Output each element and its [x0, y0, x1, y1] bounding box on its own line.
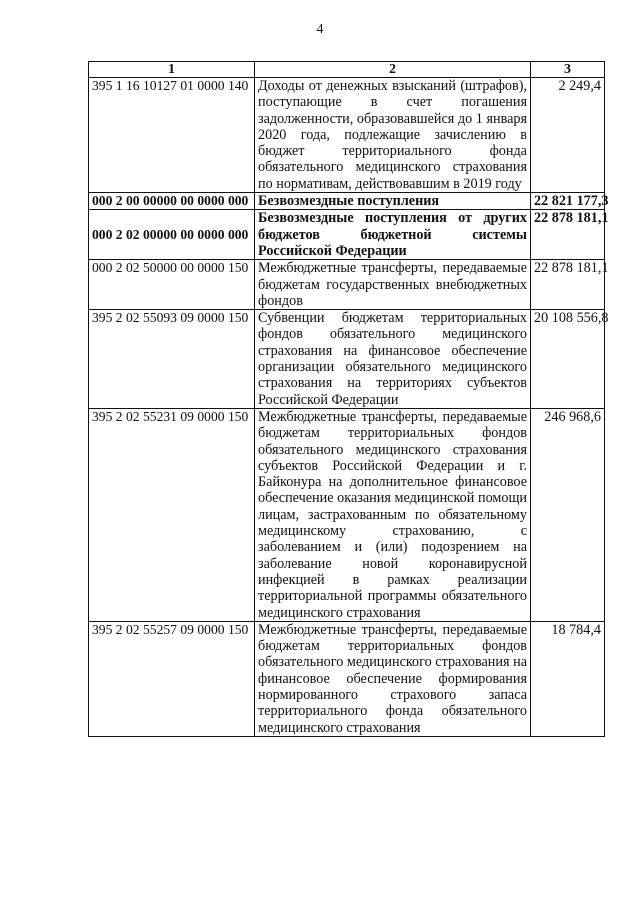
table-row [89, 621, 605, 736]
row-code: 000 2 02 50000 00 0000 150 [89, 260, 255, 310]
table-row [89, 260, 605, 310]
row-name: Межбюджетные трансферты, передаваемые бюджетам территориальных фондов обязательного медицинского страхования субъектов Российской Федерации и г. Байконура на дополнительное финансовое обеспечение оказания медицинской помощи лицам, застрахованным по обязательному медицинскому страхованию, с заболеванием и (или) подозрением на заболевание новой коронавирусной инфекцией в рамках реализации территориальной программы обязательного медицинского страхования [255, 408, 531, 621]
row-amount: 2 249,4 [531, 78, 605, 193]
table-row [89, 210, 605, 260]
header-column-2: 2 [255, 62, 531, 78]
row-amount: 22 878 181,1 [531, 260, 605, 310]
row-name: Межбюджетные трансферты, передаваемые бюджетам территориальных фондов обязательного медицинского страхования на финансовое обеспечение формирования нормированного страхового запаса территориального фонда обязательного медицинского страхования [255, 621, 531, 736]
table-row [89, 78, 605, 193]
row-amount: 22 878 181,1 [531, 210, 605, 260]
row-code: 395 2 02 55231 09 0000 150 [89, 408, 255, 621]
row-amount: 246 968,6 [531, 408, 605, 621]
table-row [89, 193, 605, 210]
row-code: 395 1 16 10127 01 0000 140 [89, 78, 255, 193]
row-name: Безвозмездные поступления от других бюджетов бюджетной системы Российской Федерации [255, 210, 531, 260]
page-number: 4 [316, 22, 324, 37]
row-code: 395 2 02 55257 09 0000 150 [89, 621, 255, 736]
row-code: 395 2 02 55093 09 0000 150 [89, 310, 255, 409]
row-name: Субвенции бюджетам территориальных фондов обязательного медицинского страхования на финансовое обеспечение организации обязательного медицинского страхования на территориях субъектов Российской Федерации [255, 310, 531, 409]
budget-revenue-table [88, 61, 609, 737]
table-row [89, 310, 605, 409]
row-name: Доходы от денежных взысканий (штрафов), поступающие в счет погашения задолженности, образовавшейся до 1 января 2020 года, подлежащие зачислению в бюджет территориального фонда обязательного медицинского страхования по нормативам, действовавшим в 2019 году [255, 78, 531, 193]
row-name: Безвозмездные поступления [255, 193, 531, 210]
header-column-3: 3 [531, 62, 605, 78]
row-amount: 20 108 556,8 [531, 310, 605, 409]
table-row [89, 408, 605, 621]
row-code: 000 2 00 00000 00 0000 000 [89, 193, 255, 210]
row-amount: 18 784,4 [531, 621, 605, 736]
table-header-row [89, 62, 605, 78]
row-name: Межбюджетные трансферты, передаваемые бюджетам государственных внебюджетных фондов [255, 260, 531, 310]
row-code: 000 2 02 00000 00 0000 000 [89, 210, 255, 260]
row-amount: 22 821 177,3 [531, 193, 605, 210]
header-column-1: 1 [89, 62, 255, 78]
